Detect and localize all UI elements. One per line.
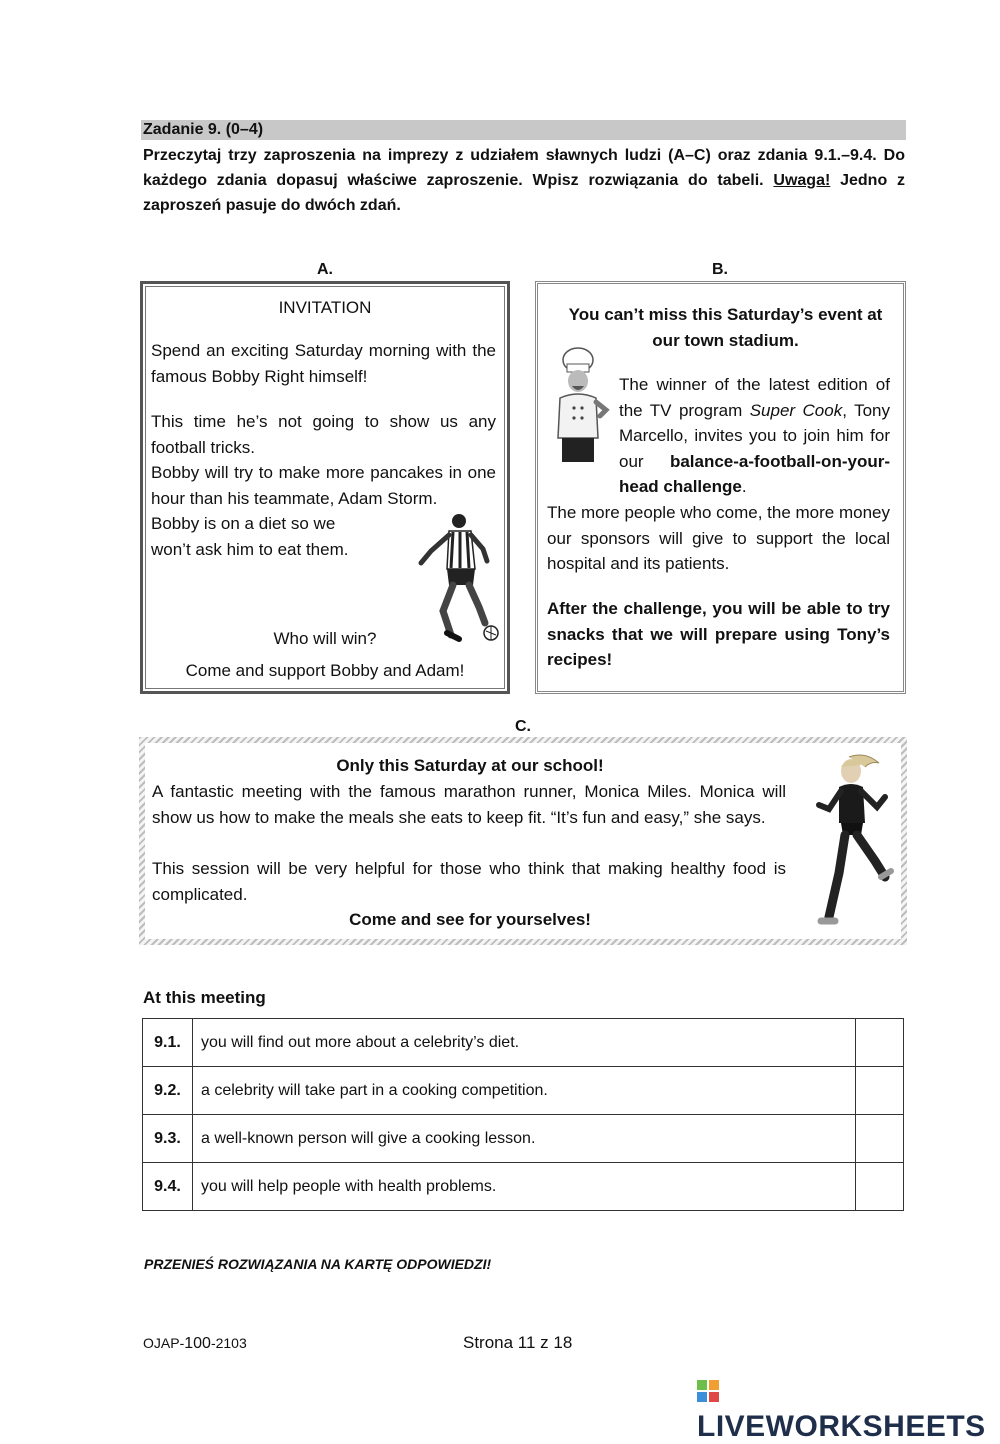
invitation-b-p2: The more people who come, the more money our sponsors will give to support the local hospital and its patients. bbox=[547, 503, 891, 573]
invitation-b-p3: After the challenge, you will be able to try snacks that we will prepare using Tony’s recipes! bbox=[547, 599, 890, 669]
invitation-a-label: A. bbox=[317, 261, 333, 278]
chef-illustration bbox=[548, 346, 612, 464]
invitation-a-closing: Come and support Bobby and Adam! bbox=[185, 661, 465, 680]
table-row bbox=[143, 1067, 904, 1115]
invitation-a-p2: This time he’s not going to show us any football tricks. bbox=[151, 412, 496, 457]
row-sentence: a well-known person will give a cooking lesson. bbox=[193, 1115, 856, 1163]
liveworksheets-logo bbox=[697, 1376, 1000, 1444]
page-number: Strona 11 z 18 bbox=[463, 1333, 573, 1352]
invitation-c-closing: Come and see for yourselves! bbox=[349, 910, 591, 929]
invitation-c-heading: Only this Saturday at our school! bbox=[336, 756, 604, 775]
invitation-a-p1: Spend an exciting Saturday morning with the famous Bobby Right himself! bbox=[151, 341, 496, 386]
answer-cell[interactable] bbox=[856, 1115, 904, 1163]
invitation-b-heading: You can’t miss this Saturday’s event at our town stadium. bbox=[568, 305, 883, 350]
exam-code-suffix: -2103 bbox=[210, 1335, 247, 1351]
note-label: Uwaga! bbox=[773, 172, 831, 189]
exam-code-main: 100 bbox=[184, 1335, 211, 1352]
exam-code-prefix: OJAP- bbox=[143, 1335, 185, 1351]
invitation-c bbox=[139, 737, 907, 945]
task-title: Zadanie 9. (0–4) bbox=[141, 120, 906, 140]
answer-cell[interactable] bbox=[856, 1067, 904, 1115]
invitation-c-label: C. bbox=[515, 718, 531, 735]
answer-table bbox=[142, 1018, 904, 1211]
invitation-c-p2: This session will be very helpful for those who think that making healthy food is complicated. bbox=[152, 859, 786, 904]
row-sentence: you will find out more about a celebrity’s diet. bbox=[193, 1019, 856, 1067]
invitation-a-p4-line2: won’t ask him to eat them. bbox=[151, 539, 349, 559]
answer-cell[interactable] bbox=[856, 1019, 904, 1067]
row-number: 9.1. bbox=[143, 1019, 193, 1067]
invitation-b-p1-end: . bbox=[741, 477, 747, 496]
exam-code bbox=[143, 1335, 247, 1353]
invitation-b bbox=[535, 281, 906, 694]
instruction-text: Przeczytaj trzy zaproszenia na imprezy z udziałem sławnych ludzi (A–C) oraz zdania 9.1.–9.4. Do każdego zdania dopasuj właściwe zaproszenie. Wpisz rozwiązania do tabeli. bbox=[143, 147, 905, 189]
liveworksheets-icon bbox=[697, 1380, 719, 1402]
invitation-c-p1: A fantastic meeting with the famous marathon runner, Monica Miles. Monica will show us how to make the meals she eats to keep fit. “It’s fun and easy,” she says. bbox=[152, 782, 786, 827]
table-row bbox=[143, 1019, 904, 1067]
watermark-text: LIVEWORKSHEETS bbox=[697, 1410, 986, 1443]
task-instruction bbox=[143, 143, 905, 218]
answer-cell[interactable] bbox=[856, 1163, 904, 1211]
invitation-a bbox=[140, 281, 510, 694]
runner-illustration bbox=[805, 749, 895, 939]
table-row bbox=[143, 1163, 904, 1211]
invitation-b-p1 bbox=[619, 372, 890, 500]
row-number: 9.4. bbox=[143, 1163, 193, 1211]
row-sentence: a celebrity will take part in a cooking competition. bbox=[193, 1067, 856, 1115]
invitation-a-heading: INVITATION bbox=[278, 298, 372, 317]
invitation-a-question: Who will win? bbox=[273, 629, 377, 648]
transfer-note: PRZENIEŚ ROZWIĄZANIA NA KARTĘ ODPOWIEDZI! bbox=[144, 1256, 492, 1272]
row-sentence: you will help people with health problems. bbox=[193, 1163, 856, 1211]
invitation-b-p1-mid: , Tony Marcello, invites you to join him for our bbox=[619, 400, 890, 471]
challenge-name: balance-a-football-on-your-head challenge bbox=[619, 451, 890, 496]
row-number: 9.2. bbox=[143, 1067, 193, 1115]
invitation-b-p1-start: The winner of the latest edition of the TV program bbox=[619, 375, 890, 420]
tv-program-name: Super Cook bbox=[749, 400, 843, 420]
table-row bbox=[143, 1115, 904, 1163]
invitation-b-label: B. bbox=[712, 261, 728, 278]
note-text: Jedno z zaproszeń pasuje do dwóch zdań. bbox=[143, 172, 905, 214]
invitation-a-p4-line1: Bobby is on a diet so we bbox=[151, 514, 336, 533]
invitation-a-p3: Bobby will try to make more pancakes in one hour than his teammate, Adam Storm. bbox=[151, 463, 496, 508]
row-number: 9.3. bbox=[143, 1115, 193, 1163]
table-title: At this meeting bbox=[143, 988, 266, 1007]
invitation-a-p4 bbox=[151, 511, 411, 562]
